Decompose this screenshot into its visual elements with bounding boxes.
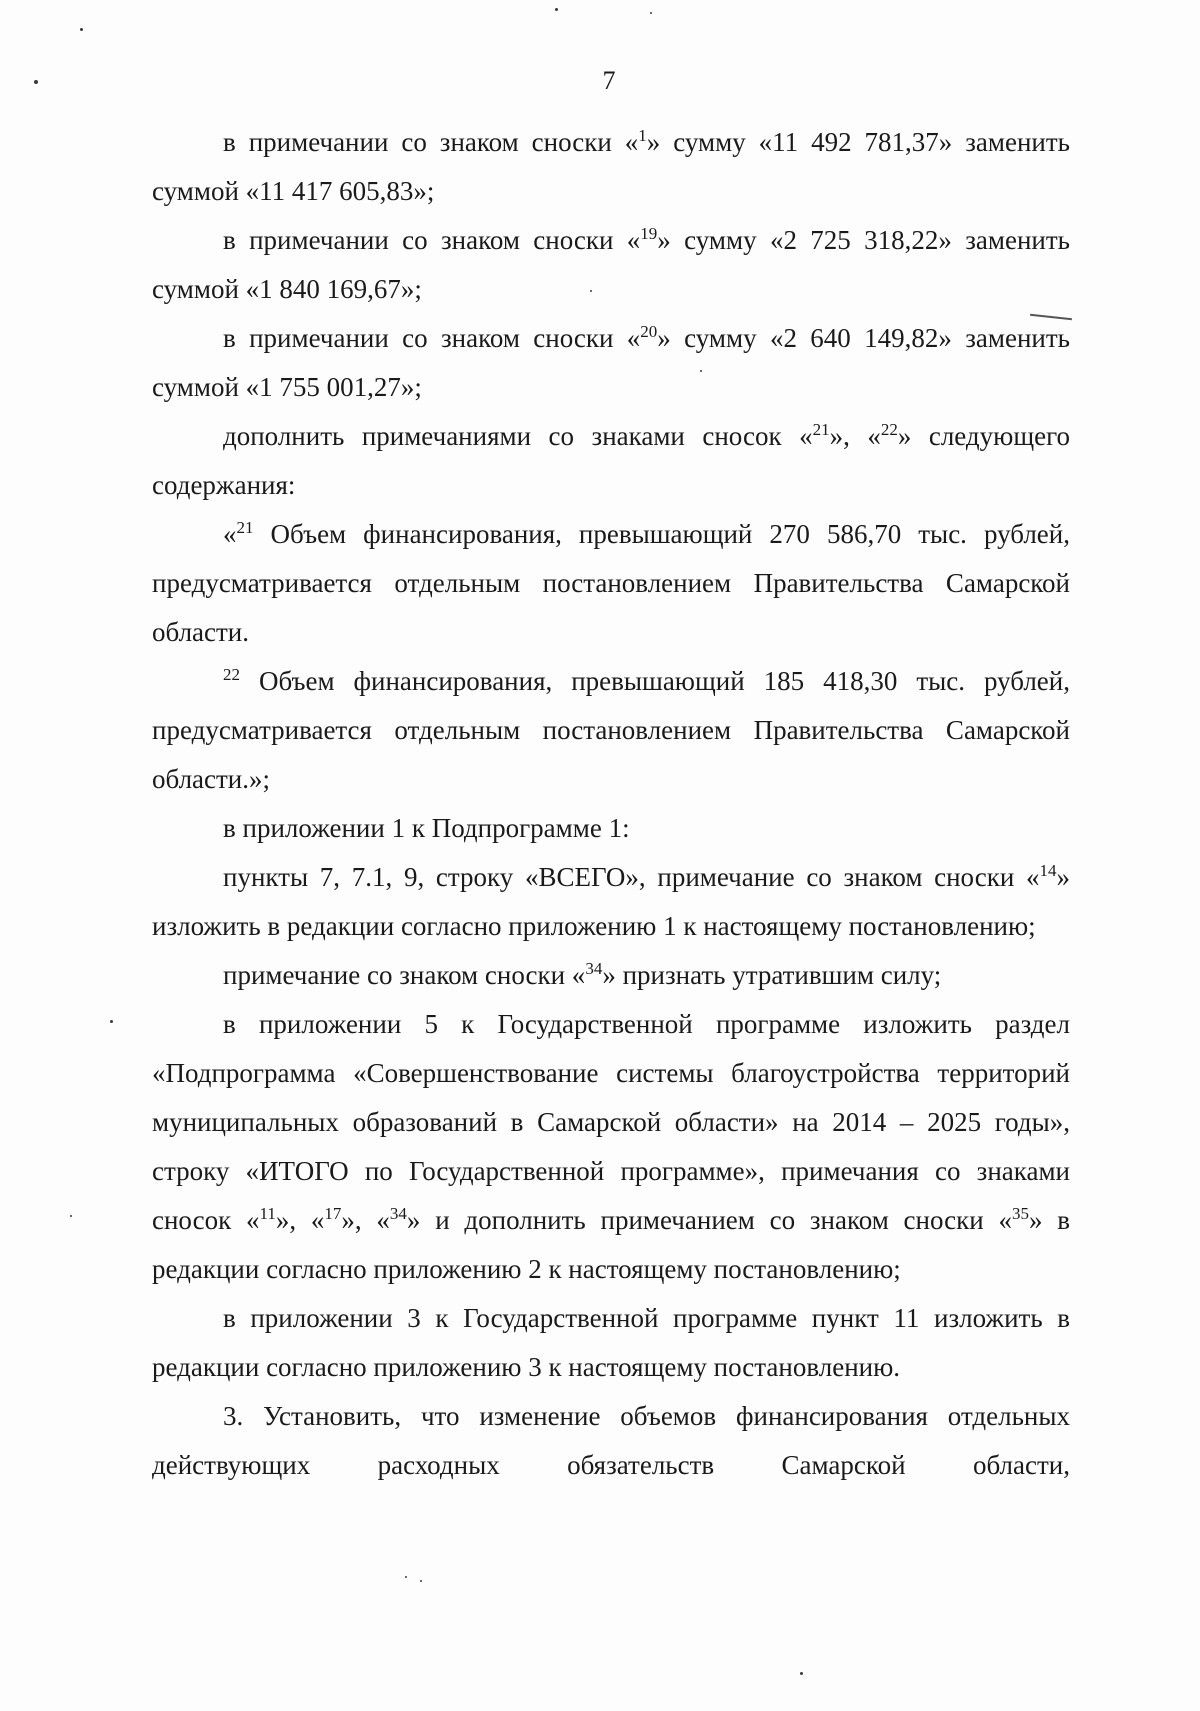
scan-speck [80, 28, 83, 31]
footnote-mark: 34 [585, 959, 603, 978]
text-run: » признать утратившим силу; [602, 960, 942, 990]
page-number: 7 [602, 66, 616, 95]
paragraph-footnote-20-sum [152, 314, 1070, 412]
text-run: » следующего содержания: [152, 421, 1071, 500]
footnote-mark: 34 [389, 1204, 407, 1223]
paragraph-clause-3 [152, 1392, 1070, 1490]
footnote-mark: 14 [1039, 861, 1057, 880]
footnote-mark: 21 [812, 420, 830, 439]
footnote-mark: 21 [236, 518, 254, 537]
scan-speck [650, 12, 652, 14]
scan-speck [700, 370, 702, 372]
text-run: « [223, 519, 237, 549]
text-run: примечание со знаком сноски « [223, 960, 586, 990]
text-run: Объем финансирования, превышающий 270 586,70 тыс. рублей, предусматривается отдельным постановлением Правительства Самарской области. [152, 519, 1070, 647]
scan-speck [34, 80, 38, 84]
text-run: » сумму «2 640 149,82» заменить суммой «1 755 001,27»; [152, 323, 1070, 402]
paragraph-appendix-1-items [152, 853, 1070, 951]
scan-speck [110, 1020, 113, 1023]
footnote-mark: 19 [640, 224, 658, 243]
paragraph-footnote-34-void [152, 951, 1070, 1000]
text-run: » и дополнить примечанием со знаком сноски « [406, 1205, 1012, 1235]
text-run: в примечании со знаком сноски « [223, 225, 641, 255]
paragraph-footnote-21-text [152, 510, 1070, 657]
scan-speck [800, 1672, 803, 1675]
scan-speck [590, 290, 592, 292]
text-run: » сумму «2 725 318,22» заменить суммой «1 840 169,67»; [152, 225, 1070, 304]
text-run: дополнить примечаниями со знаками сносок « [223, 421, 813, 451]
paragraph-add-footnotes [152, 412, 1070, 510]
paragraph-footnote-1-sum [152, 118, 1070, 216]
text-run: Объем финансирования, превышающий 185 418,30 тыс. рублей, предусматривается отдельным постановлением Правительства Самарской области.»; [152, 666, 1070, 794]
text-run: пункты 7, 7.1, 9, строку «ВСЕГО», примечание со знаком сноски « [223, 862, 1040, 892]
text-run: в приложении 1 к Подпрограмме 1: [223, 813, 630, 843]
footnote-mark: 17 [324, 1204, 342, 1223]
document-body [152, 118, 1070, 1490]
text-run: » изложить в редакции согласно приложению 1 к настоящему постановлению; [152, 862, 1070, 941]
footnote-mark: 11 [259, 1204, 276, 1223]
scan-speck [420, 1580, 422, 1582]
text-run: в примечании со знаком сноски « [223, 323, 641, 353]
scan-speck [70, 1215, 72, 1217]
footnote-mark: 1 [638, 126, 647, 145]
footnote-mark: 22 [880, 420, 898, 439]
paragraph-appendix-5 [152, 1000, 1070, 1294]
text-run: 3. Установить, что изменение объемов финансирования отдельных действующих расходных обязательств Самарской области, [152, 1401, 1070, 1480]
footnote-mark: 22 [223, 665, 240, 684]
paragraph-appendix-3 [152, 1294, 1070, 1392]
text-run: в приложении 3 к Государственной программе пункт 11 изложить в редакции согласно приложению 3 к настоящему постановлению. [152, 1303, 1070, 1382]
text-run: » в редакции согласно приложению 2 к настоящему постановлению; [152, 1205, 1071, 1284]
text-run: в примечании со знаком сноски « [223, 127, 639, 157]
footnote-mark: 20 [640, 322, 658, 341]
footnote-mark: 35 [1011, 1204, 1029, 1223]
text-run: в приложении 5 к Государственной программе изложить раздел «Подпрограмма «Совершенствование системы благоустройства территорий муниципальных образований в Самарской области» на 2014 – 2025 годы», строку «ИТОГО по Государственной программе», примечания со знаками сносок « [152, 1009, 1070, 1235]
scan-speck [405, 1576, 407, 1578]
text-run: », « [829, 421, 881, 451]
paragraph-footnote-19-sum [152, 216, 1070, 314]
text-run: », « [341, 1205, 390, 1235]
text-run: », « [275, 1205, 325, 1235]
scan-speck [555, 8, 558, 11]
paragraph-footnote-22-text [152, 657, 1070, 804]
text-run: » сумму «11 492 781,37» заменить суммой «11 417 605,83»; [152, 127, 1070, 206]
paragraph-appendix-1-heading [152, 804, 1070, 853]
